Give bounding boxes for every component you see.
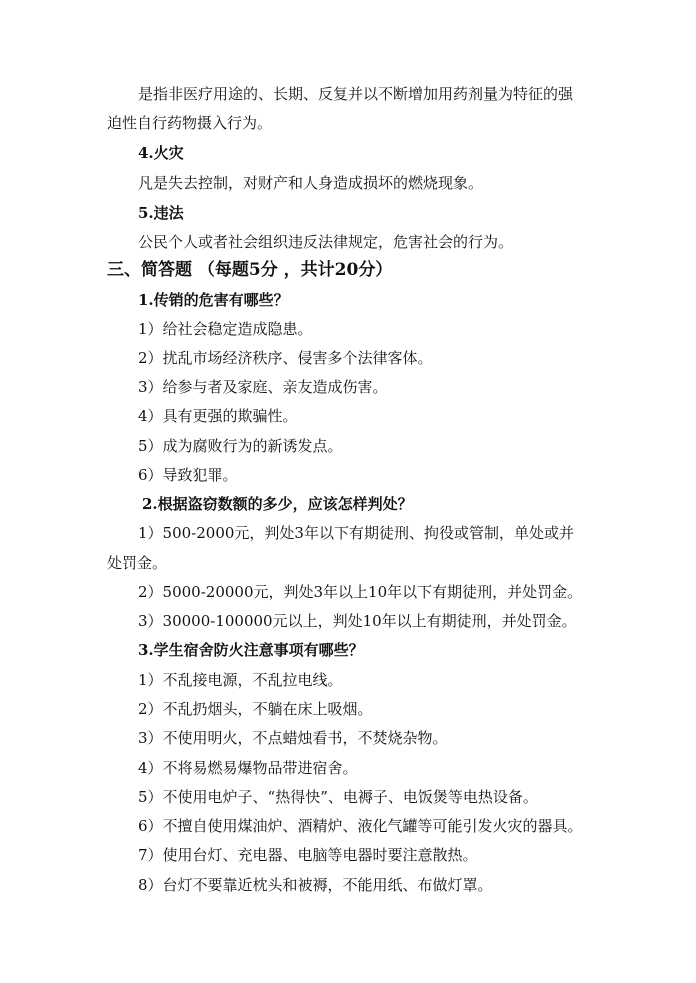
- answer-item: 1）不乱接电源，不乱拉电线。: [138, 671, 343, 689]
- answer-item-continuation: 处罚金。: [107, 554, 168, 572]
- answer-item: 8）台灯不要靠近枕头和被褥，不能用纸、布做灯罩。: [138, 876, 493, 894]
- section-title: 三、简答题 （每题5分 ，共计20分）: [107, 260, 393, 280]
- term-definition: 公民个人或者社会组织违反法律规定，危害社会的行为。: [138, 233, 514, 251]
- definition-line: 迫性自行药物摄入行为。: [107, 114, 273, 132]
- answer-item: 1）500-2000元，判处3年以下有期徒刑、拘役或管制，单处或并: [138, 524, 574, 542]
- answer-item: 3）不使用明火，不点蜡烛看书，不焚烧杂物。: [138, 729, 448, 747]
- term-heading: 5.违法: [138, 204, 184, 222]
- answer-item: 7）使用台灯、充电器、电脑等电器时要注意散热。: [138, 846, 478, 864]
- answer-item: 4）具有更强的欺骗性。: [138, 407, 298, 425]
- answer-item: 2）5000-20000元，判处3年以上10年以下有期徒刑，并处罚金。: [138, 583, 583, 601]
- question-title: 2.根据盗窃数额的多少，应该怎样判处？: [142, 495, 413, 513]
- answer-item: 3）给参与者及家庭、亲友造成伤害。: [138, 378, 388, 396]
- question-title: 1.传销的危害有哪些？: [138, 291, 289, 309]
- answer-item: 4）不将易燃易爆物品带进宿舍。: [138, 759, 358, 777]
- answer-item: 5）不使用电炉子、“热得快”、电褥子、电饭煲等电热设备。: [138, 788, 538, 806]
- definition-line: 是指非医疗用途的、长期、反复并以不断增加用药剂量为特征的强: [138, 85, 574, 103]
- term-definition: 凡是失去控制，对财产和人身造成损坏的燃烧现象。: [138, 174, 484, 192]
- answer-item: 6）导致犯罪。: [138, 466, 238, 484]
- answer-item: 2）不乱扔烟头，不躺在床上吸烟。: [138, 700, 373, 718]
- answer-item: 3）30000-100000元以上，判处10年以上有期徒刑，并处罚金。: [138, 612, 577, 630]
- answer-item: 6）不擅自使用煤油炉、酒精炉、液化气罐等可能引发火灾的器具。: [138, 817, 583, 835]
- answer-item: 2）扰乱市场经济秩序、侵害多个法律客体。: [138, 349, 433, 367]
- term-heading: 4.火灾: [138, 144, 184, 162]
- question-title: 3.学生宿舍防火注意事项有哪些？: [138, 641, 364, 659]
- answer-item: 1）给社会稳定造成隐患。: [138, 320, 313, 338]
- answer-item: 5）成为腐败行为的新诱发点。: [138, 437, 343, 455]
